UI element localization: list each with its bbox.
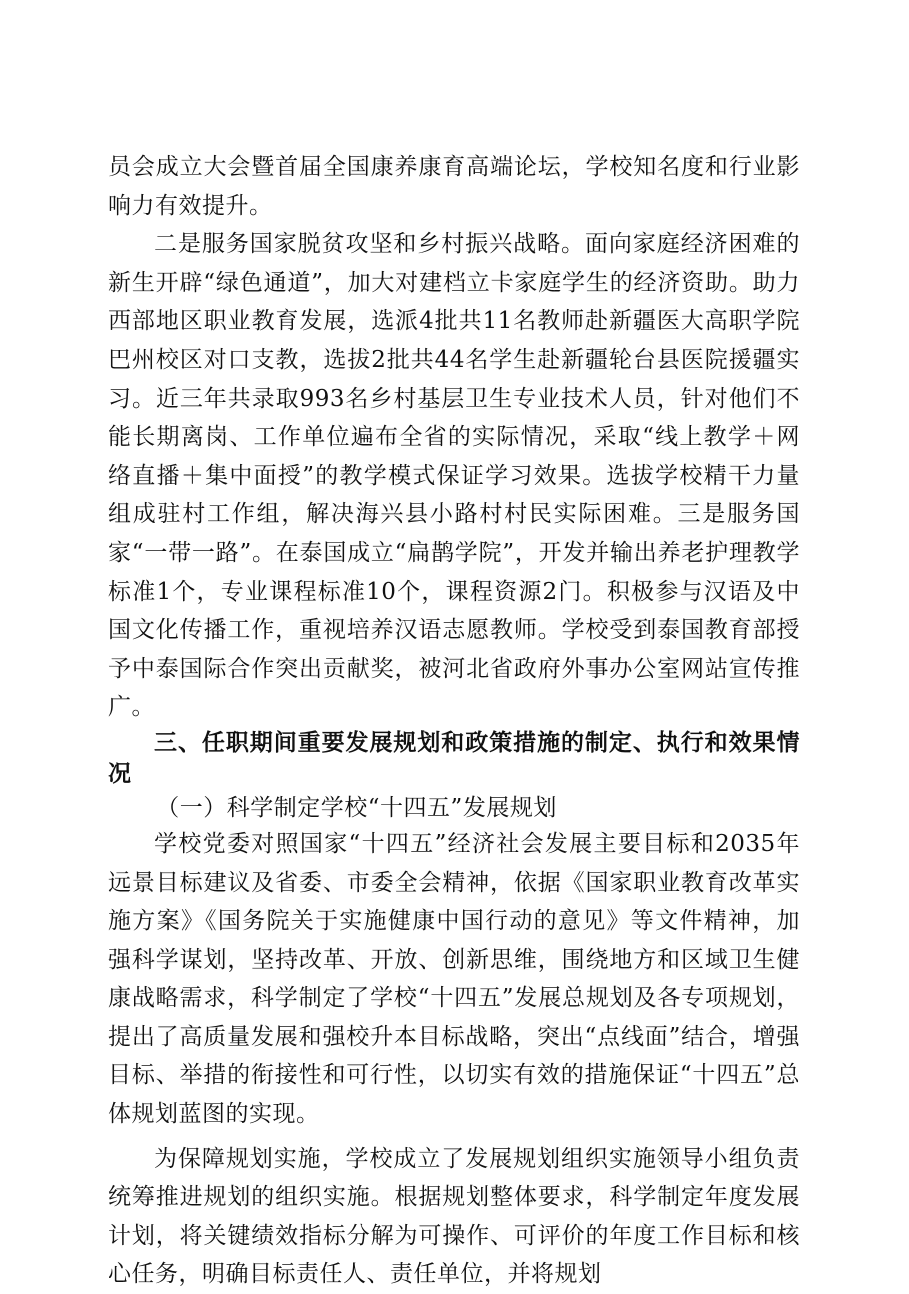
- paragraph-continuation: 员会成立大会暨首届全国康养康育高端论坛，学校知名度和行业影响力有效提升。: [108, 154, 800, 219]
- paragraph-planning: 学校党委对照国家“十四五”经济社会发展主要目标和2035年远景目标建议及省委、市委全会精神，依据《国家职业教育改革实施方案》《国务院关于实施健康中国行动的意见》等文件精神，加强科学谋划，坚持改革、开放、创新思维，围绕地方和区域卫生健康战略需求，科学制定了学校“十四五”发展总规划及各专项规划，提出了高质量发展和强校升本目标战略，突出“点线面”结合，增强目标、举措的衔接性和可行性，以切实有效的措施保证“十四五”总体规划蓝图的实现。: [108, 830, 800, 1128]
- subsection-heading: （一）科学制定学校“十四五”发展规划: [156, 794, 557, 821]
- paragraph-poverty-alleviation: 二是服务国家脱贫攻坚和乡村振兴战略。面向家庭经济困难的新生开辟“绿色通道”，加大对建档立卡家庭学生的经济资助。助力西部地区职业教育发展，选派4批共11名教师赴新疆医大高职学院巴州校区对口支教，选拔2批共44名学生赴新疆轮台县医院援疆实习。近三年共录取993名乡村基层卫生专业技术人员，针对他们不能长期离岗、工作单位遍布全省的实际情况，采取“线上教学＋网络直播＋集中面授”的教学模式保证学习效果。选拔学校精干力量组成驻村工作组，解决海兴县小路村村民实际困难。三是服务国家“一带一路”。在泰国成立“扁鹊学院”，开发并输出养老护理教学标准1个，专业课程标准10个，课程资源2门。积极参与汉语及中国文化传播工作，重视培养汉语志愿教师。学校受到泰国教育部授予中泰国际合作突出贡献奖，被河北省政府外事办公室网站宣传推广。: [108, 231, 800, 721]
- document-page: [108, 148, 800, 1294]
- paragraph-implementation: 为保障规划实施，学校成立了发展规划组织实施领导小组负责统筹推进规划的组织实施。根据规划整体要求，科学制定年度发展计划，将关键绩效指标分解为可操作、可评价的年度工作目标和核心任务，明确目标责任人、责任单位，并将规划: [108, 1145, 800, 1288]
- section-heading: 三、任职期间重要发展规划和政策措施的制定、执行和效果情况: [108, 729, 800, 788]
